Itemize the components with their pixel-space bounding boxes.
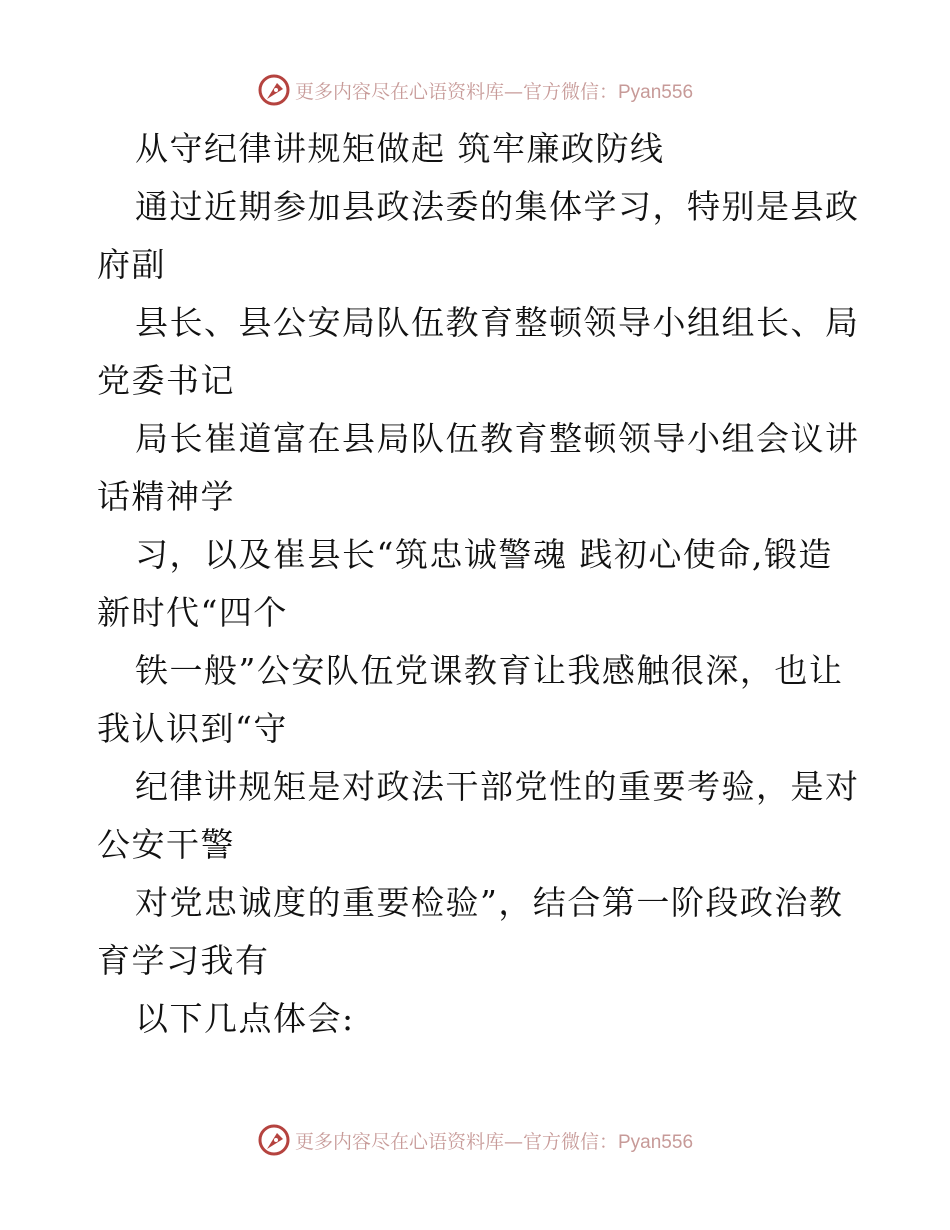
paragraph-line: 府副 (97, 245, 166, 284)
paragraph-line: 我认识到“守 (97, 709, 288, 748)
document-title: 从守纪律讲规矩做起 筑牢廉政防线 (135, 129, 665, 168)
paragraph-line: 育学习我有 (97, 941, 270, 980)
paragraph-line: 公安干警 (97, 825, 235, 864)
paragraph-line: 话精神学 (97, 477, 235, 516)
document-body (97, 120, 860, 1048)
pen-nib-logo-icon (257, 73, 291, 107)
paragraph-line: 以下几点体会: (135, 999, 355, 1038)
header-watermark (0, 70, 950, 110)
watermark-text-en: Pyan556 (618, 81, 694, 103)
watermark-text-cn: 更多内容尽在心语资料库—官方微信： (294, 80, 618, 103)
paragraph-line: 习，以及崔县长“筑忠诚警魂 践初心使命,锻造 (135, 535, 833, 574)
watermark-text (295, 77, 693, 104)
paragraph-line: 局长崔道富在县局队伍教育整顿领导小组会议讲 (135, 419, 860, 458)
pen-nib-logo-icon (257, 1123, 291, 1157)
watermark-text-cn: 更多内容尽在心语资料库—官方微信： (294, 1130, 618, 1153)
paragraph-line: 纪律讲规矩是对政法干部党性的重要考验，是对 (135, 767, 860, 806)
paragraph-line: 通过近期参加县政法委的集体学习，特别是县政 (135, 187, 860, 226)
paragraph-line: 新时代“四个 (97, 593, 288, 632)
watermark-text (295, 1127, 693, 1154)
paragraph-line: 县长、县公安局队伍教育整顿领导小组组长、局 (135, 303, 860, 342)
paragraph-line: 党委书记 (97, 361, 235, 400)
paragraph-line: 对党忠诚度的重要检验”，结合第一阶段政治教 (135, 883, 844, 922)
watermark-text-en: Pyan556 (618, 1131, 694, 1153)
footer-watermark (0, 1120, 950, 1160)
paragraph-line: 铁一般”公安队伍党课教育让我感触很深，也让 (135, 651, 844, 690)
